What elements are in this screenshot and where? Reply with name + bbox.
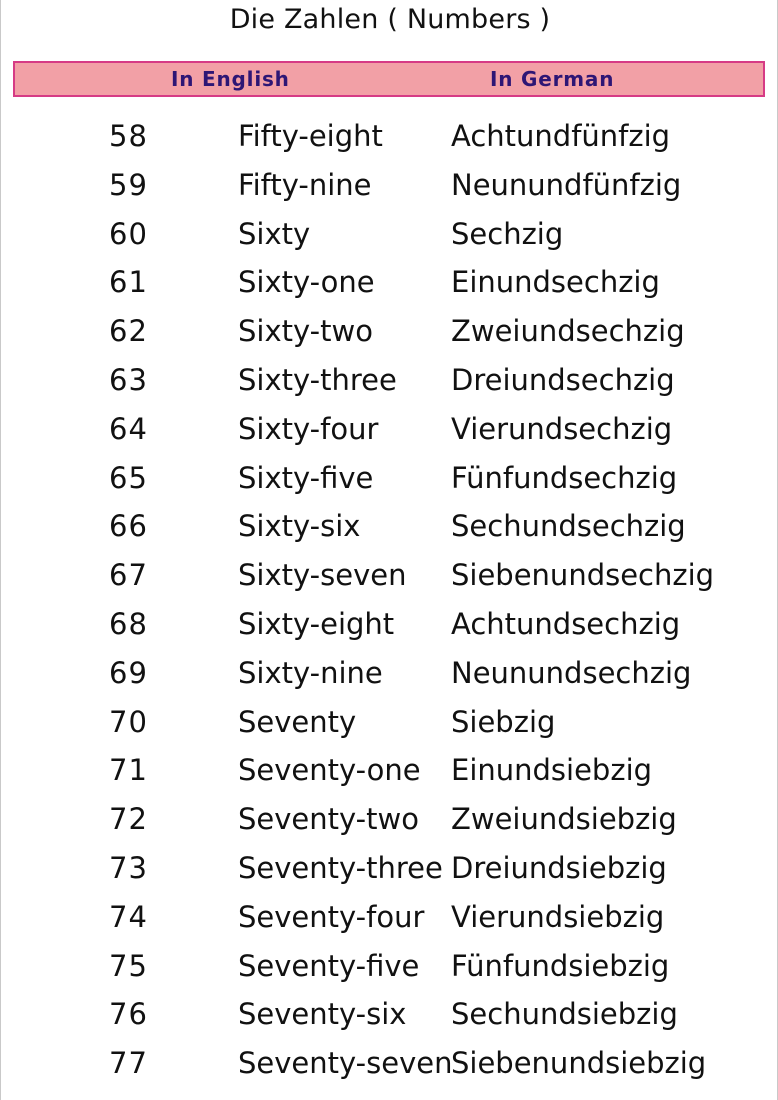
german-word: Zweiundsechzig (451, 314, 685, 349)
column-header-bar (13, 61, 765, 97)
table-row (1, 112, 778, 161)
number-value: 67 (109, 558, 148, 593)
table-row (1, 844, 778, 893)
number-value: 71 (109, 753, 148, 788)
number-value: 59 (109, 167, 148, 202)
german-word: Fünfundsiebzig (451, 948, 670, 983)
table-row (1, 746, 778, 795)
german-word: Neunundfünfzig (451, 167, 682, 202)
table-row (1, 551, 778, 600)
table-row (1, 161, 778, 210)
english-word: Sixty-nine (238, 655, 383, 690)
english-word: Fifty-nine (238, 167, 372, 202)
german-word: Siebenundsechzig (451, 558, 715, 593)
table-row (1, 795, 778, 844)
english-word: Seventy-six (238, 997, 407, 1032)
number-value: 68 (109, 606, 148, 641)
number-value: 72 (109, 802, 148, 837)
number-value: 75 (109, 948, 148, 983)
table-row (1, 454, 778, 503)
german-word: Sechzig (451, 216, 564, 251)
table-row (1, 1039, 778, 1088)
english-word: Fifty-eight (238, 119, 383, 153)
german-word: Zweiundsiebzig (451, 802, 677, 837)
german-word: Sechundsechzig (451, 509, 686, 544)
english-word: Sixty (238, 216, 311, 251)
table-row (1, 649, 778, 698)
english-word: Seventy (238, 704, 357, 739)
english-word: Sixty-seven (238, 558, 407, 593)
english-word: Seventy-five (238, 948, 420, 983)
german-word: Dreiundsechzig (451, 362, 675, 397)
number-value: 73 (109, 850, 148, 885)
english-word: Sixty-two (238, 314, 373, 349)
table-row (1, 942, 778, 991)
number-value: 74 (109, 899, 148, 934)
number-value: 62 (109, 314, 148, 349)
table-row (1, 356, 778, 405)
number-value: 76 (109, 997, 148, 1032)
german-word: Einundsiebzig (451, 753, 653, 788)
english-word: Seventy-two (238, 802, 419, 837)
table-row (1, 405, 778, 454)
english-word: Sixty-five (238, 460, 374, 495)
german-word: Fünfundsechzig (451, 460, 678, 495)
table-row (1, 258, 778, 307)
german-word: Achtundfünfzig (451, 119, 671, 153)
number-value: 61 (109, 265, 148, 300)
page-title: Die Zahlen ( Numbers ) (229, 4, 551, 35)
english-word: Seventy-seven (238, 1046, 453, 1081)
english-word: Sixty-three (238, 362, 397, 397)
table-row (1, 210, 778, 259)
number-value: 66 (109, 509, 148, 544)
english-word: Sixty-one (238, 265, 375, 300)
table-row (1, 698, 778, 747)
german-word: Dreiundsiebzig (451, 850, 667, 885)
german-word: Siebzig (451, 704, 556, 739)
german-word: Neunundsechzig (451, 655, 692, 690)
table-row (1, 990, 778, 1039)
english-word: Sixty-four (238, 411, 379, 446)
number-value: 60 (109, 216, 148, 251)
german-word: Vierundsechzig (451, 411, 673, 446)
number-value: 77 (109, 1046, 148, 1081)
english-word: Seventy-four (238, 899, 425, 934)
german-word: Vierundsiebzig (451, 899, 665, 934)
table-row (1, 893, 778, 942)
table-row (1, 502, 778, 551)
number-value: 70 (109, 704, 148, 739)
number-value: 58 (109, 119, 148, 153)
number-value: 65 (109, 460, 148, 495)
header-english: In English (171, 67, 290, 91)
table-row (1, 600, 778, 649)
english-word: Seventy-one (238, 753, 421, 788)
numbers-table (1, 112, 778, 1088)
german-word: Sechundsiebzig (451, 997, 678, 1032)
header-german: In German (490, 67, 615, 91)
number-value: 69 (109, 655, 148, 690)
english-word: Sixty-eight (238, 606, 395, 641)
german-word: Siebenundsiebzig (451, 1046, 707, 1081)
table-row (1, 307, 778, 356)
number-value: 64 (109, 411, 148, 446)
english-word: Seventy-three (238, 850, 443, 885)
number-value: 63 (109, 362, 148, 397)
german-word: Achtundsechzig (451, 606, 681, 641)
german-word: Einundsechzig (451, 265, 660, 300)
english-word: Sixty-six (238, 509, 361, 544)
